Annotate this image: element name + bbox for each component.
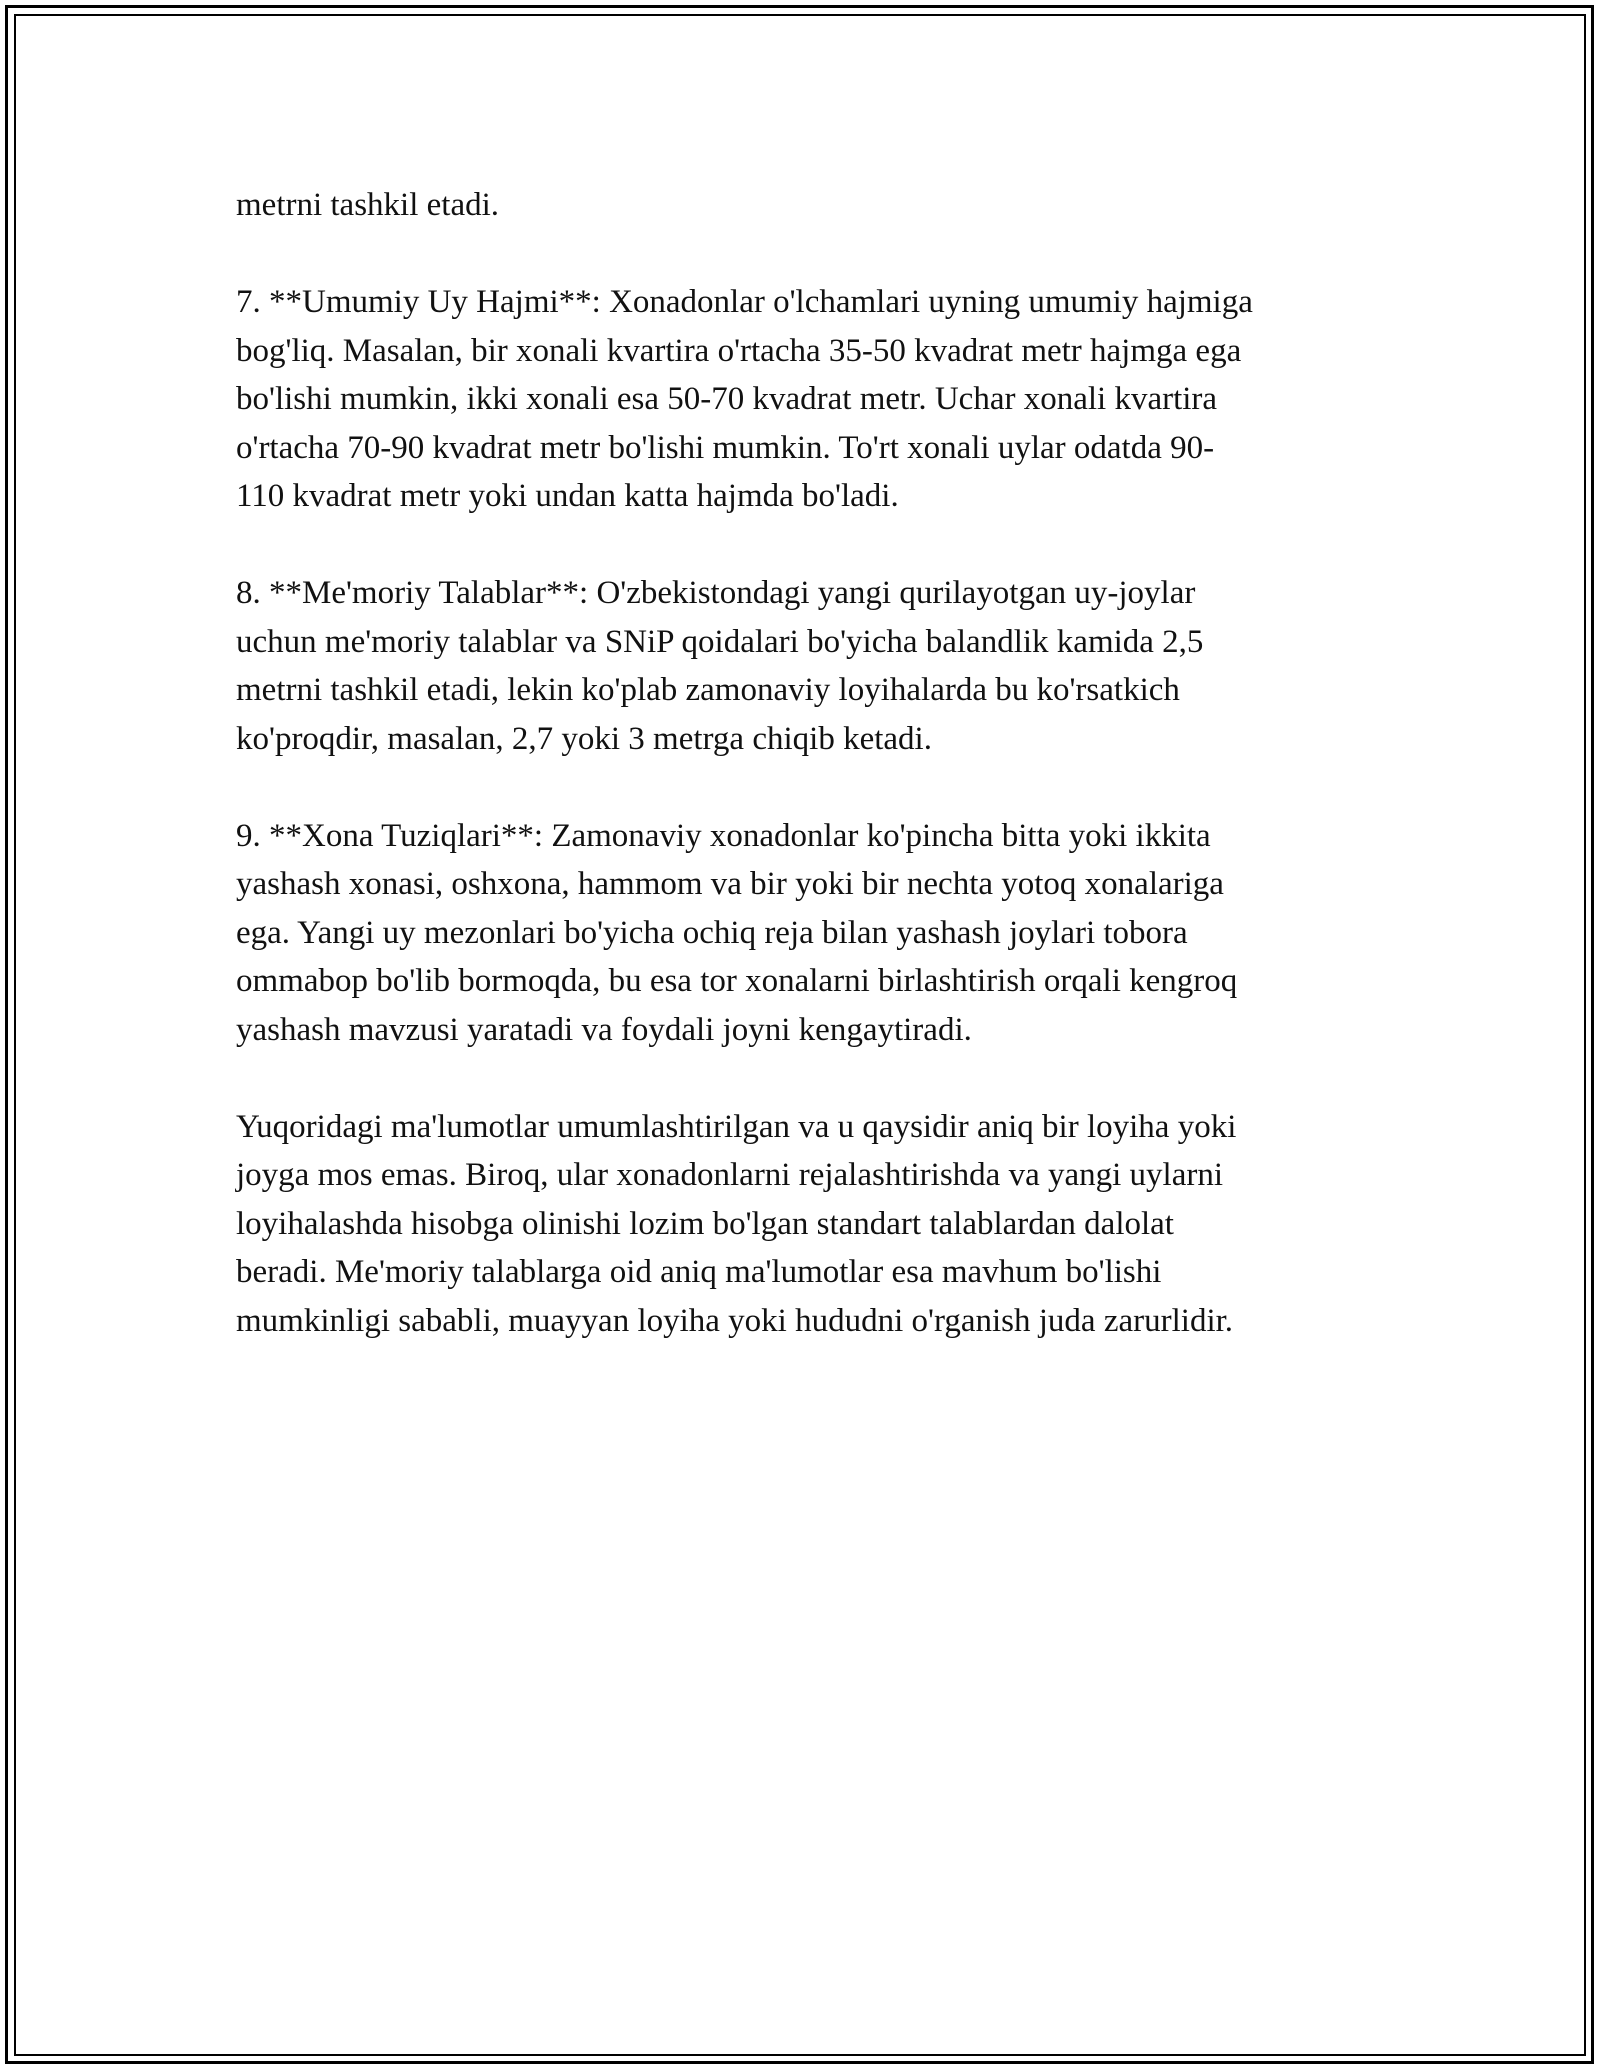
text-line: 110 kvadrat metr yoki undan katta hajmda bo'ladi. — [236, 478, 899, 514]
paragraph-conclusion — [236, 1103, 1376, 1346]
paragraph-continuation — [236, 181, 1376, 230]
text-line: yashash xonasi, oshxona, hammom va bir yoki bir nechta yotoq xonalariga — [236, 866, 1224, 902]
text-line: beradi. Me'moriy talablarga oid aniq ma'lumotlar esa mavhum bo'lishi — [236, 1254, 1162, 1290]
text-line: 9. **Xona Tuziqlari**: Zamonaviy xonadonlar ko'pincha bitta yoki ikkita — [236, 817, 1211, 854]
text-line: uchun me'moriy talablar va SNiP qoidalari bo'yicha balandlik kamida 2,5 — [236, 623, 1204, 660]
text-line: metrni tashkil etadi, lekin ko'plab zamonaviy loyihalarda bu ko'rsatkich — [236, 672, 1180, 708]
text-line: ega. Yangi uy mezonlari bo'yicha ochiq reja bilan yashash joylari tobora — [236, 914, 1188, 951]
paragraph-item-8-architectural-requirements — [236, 569, 1376, 763]
text-line: bog'liq. Masalan, bir xonali kvartira o'rtacha 35-50 kvadrat metr hajmga ega — [236, 332, 1242, 369]
text-line: Yuqoridagi ma'lumotlar umumlashtirilgan va u qaysidir aniq bir loyiha yoki — [236, 1108, 1237, 1145]
text-line: mumkinligi sababli, muayyan loyiha yoki hududni o'rganish juda zarurlidir. — [236, 1302, 1234, 1339]
text-line: joyga mos emas. Biroq, ular xonadonlarni rejalashtirishda va yangi uylarni — [236, 1157, 1224, 1193]
text-line: loyihalashda hisobga olinishi lozim bo'lgan standart talablardan dalolat — [236, 1205, 1174, 1242]
text-line: 8. **Me'moriy Talablar**: O'zbekistondagi yangi qurilayotgan uy-joylar — [236, 575, 1196, 611]
text-line: 7. **Umumiy Uy Hajmi**: Xonadonlar o'lchamlari uyning umumiy hajmiga — [236, 284, 1253, 320]
paragraph-item-9-room-layouts — [236, 812, 1376, 1055]
document-body — [236, 181, 1376, 1394]
paragraph-item-7-total-volume — [236, 278, 1376, 521]
text-line: ommabop bo'lib bormoqda, bu esa tor xonalarni birlashtirish orqali kengroq — [236, 963, 1238, 999]
text-line: ko'proqdir, masalan, 2,7 yoki 3 metrga chiqib ketadi. — [236, 720, 932, 757]
text-line: bo'lishi mumkin, ikki xonali esa 50-70 kvadrat metr. Uchar xonali kvartira — [236, 381, 1218, 417]
text-line: yashash mavzusi yaratadi va foydali joyni kengaytiradi. — [236, 1011, 972, 1048]
text-line: metrni tashkil etadi. — [236, 187, 500, 223]
text-line: o'rtacha 70-90 kvadrat metr bo'lishi mumkin. To'rt xonali uylar odatda 90- — [236, 429, 1215, 466]
